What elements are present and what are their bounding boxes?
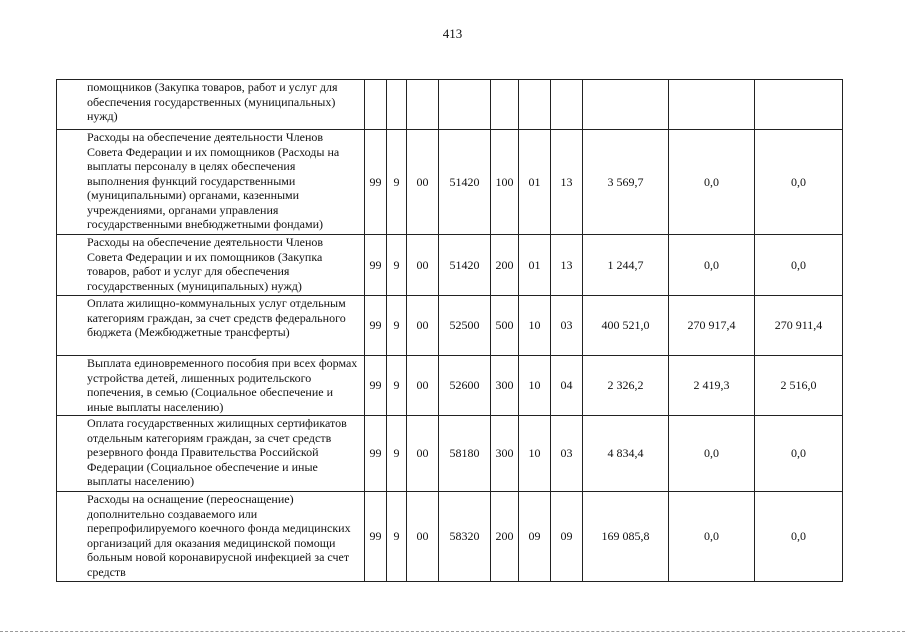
code-cell <box>407 80 439 130</box>
code-cell: 99 <box>365 492 387 582</box>
code-cell: 99 <box>365 296 387 356</box>
amount-cell: 0,0 <box>669 235 755 296</box>
code-cell: 00 <box>407 296 439 356</box>
code-cell: 01 <box>519 235 551 296</box>
code-cell: 100 <box>491 130 519 235</box>
code-cell <box>519 80 551 130</box>
code-cell: 00 <box>407 492 439 582</box>
code-cell: 200 <box>491 235 519 296</box>
code-cell <box>439 80 491 130</box>
code-cell: 300 <box>491 356 519 416</box>
table-row <box>57 416 843 492</box>
amount-cell: 2 516,0 <box>755 356 843 416</box>
code-cell: 9 <box>387 130 407 235</box>
amount-cell: 0,0 <box>669 130 755 235</box>
code-cell <box>551 80 583 130</box>
amount-cell <box>669 80 755 130</box>
code-cell: 13 <box>551 130 583 235</box>
code-cell: 99 <box>365 235 387 296</box>
description-cell: Расходы на обеспечение деятельности Членов Совета Федерации и их помощников (Закупка товаров, работ и услуг для обеспечения государственных (муниципальных) нужд) <box>57 235 365 296</box>
page-number: 413 <box>442 26 463 41</box>
table-row <box>57 80 843 130</box>
description-cell: Выплата единовременного пособия при всех формах устройства детей, лишенных родительского попечения, в семью (Социальное обеспечение и иные выплаты населению) <box>57 356 365 416</box>
code-cell: 58320 <box>439 492 491 582</box>
code-cell: 13 <box>551 235 583 296</box>
amount-cell: 169 085,8 <box>583 492 669 582</box>
code-cell: 00 <box>407 356 439 416</box>
amount-cell: 0,0 <box>755 416 843 492</box>
description-cell: Оплата жилищно-коммунальных услуг отдельным категориям граждан, за счет средств федерального бюджета (Межбюджетные трансферты) <box>57 296 365 356</box>
code-cell: 58180 <box>439 416 491 492</box>
amount-cell: 2 419,3 <box>669 356 755 416</box>
code-cell: 52600 <box>439 356 491 416</box>
table-row <box>57 356 843 416</box>
amount-cell: 270 911,4 <box>755 296 843 356</box>
description-cell: помощников (Закупка товаров, работ и услуг для обеспечения государственных (муниципальных) нужд) <box>57 80 365 130</box>
code-cell: 99 <box>365 416 387 492</box>
amount-cell <box>583 80 669 130</box>
code-cell: 10 <box>519 356 551 416</box>
description-cell: Расходы на обеспечение деятельности Членов Совета Федерации и их помощников (Расходы на выплаты персоналу в целях обеспечения выполнения функций государственными (муниципальными) органами, казенными учреждениями, органами управления государственными внебюджетными фондами) <box>57 130 365 235</box>
code-cell: 500 <box>491 296 519 356</box>
code-cell: 51420 <box>439 130 491 235</box>
amount-cell <box>755 80 843 130</box>
table-row <box>57 296 843 356</box>
code-cell: 09 <box>519 492 551 582</box>
amount-cell: 3 569,7 <box>583 130 669 235</box>
amount-cell: 270 917,4 <box>669 296 755 356</box>
table-row <box>57 492 843 582</box>
amount-cell: 400 521,0 <box>583 296 669 356</box>
budget-table <box>56 79 843 582</box>
amount-cell: 1 244,7 <box>583 235 669 296</box>
code-cell: 9 <box>387 356 407 416</box>
amount-cell: 0,0 <box>755 235 843 296</box>
code-cell: 00 <box>407 235 439 296</box>
amount-cell: 0,0 <box>669 492 755 582</box>
table-row <box>57 130 843 235</box>
code-cell: 99 <box>365 130 387 235</box>
code-cell: 10 <box>519 416 551 492</box>
code-cell <box>491 80 519 130</box>
code-cell: 9 <box>387 492 407 582</box>
code-cell: 9 <box>387 416 407 492</box>
amount-cell: 2 326,2 <box>583 356 669 416</box>
table-row <box>57 235 843 296</box>
description-cell: Оплата государственных жилищных сертификатов отдельным категориям граждан, за счет средств резервного фонда Правительства Российской Федерации (Социальное обеспечение и иные выплаты населению) <box>57 416 365 492</box>
amount-cell: 4 834,4 <box>583 416 669 492</box>
code-cell: 04 <box>551 356 583 416</box>
code-cell: 9 <box>387 296 407 356</box>
code-cell: 03 <box>551 296 583 356</box>
code-cell: 300 <box>491 416 519 492</box>
code-cell: 9 <box>387 235 407 296</box>
code-cell: 01 <box>519 130 551 235</box>
code-cell: 52500 <box>439 296 491 356</box>
code-cell: 51420 <box>439 235 491 296</box>
code-cell: 00 <box>407 130 439 235</box>
code-cell: 09 <box>551 492 583 582</box>
page-bottom-divider <box>0 631 905 632</box>
amount-cell: 0,0 <box>755 492 843 582</box>
amount-cell: 0,0 <box>755 130 843 235</box>
code-cell: 200 <box>491 492 519 582</box>
code-cell: 10 <box>519 296 551 356</box>
code-cell: 99 <box>365 356 387 416</box>
description-cell: Расходы на оснащение (переоснащение) дополнительно создаваемого или перепрофилируемого коечного фонда медицинских организаций для оказания медицинской помощи больным новой коронавирусной инфекцией за счет средств <box>57 492 365 582</box>
code-cell: 00 <box>407 416 439 492</box>
code-cell <box>387 80 407 130</box>
amount-cell: 0,0 <box>669 416 755 492</box>
code-cell: 03 <box>551 416 583 492</box>
code-cell <box>365 80 387 130</box>
